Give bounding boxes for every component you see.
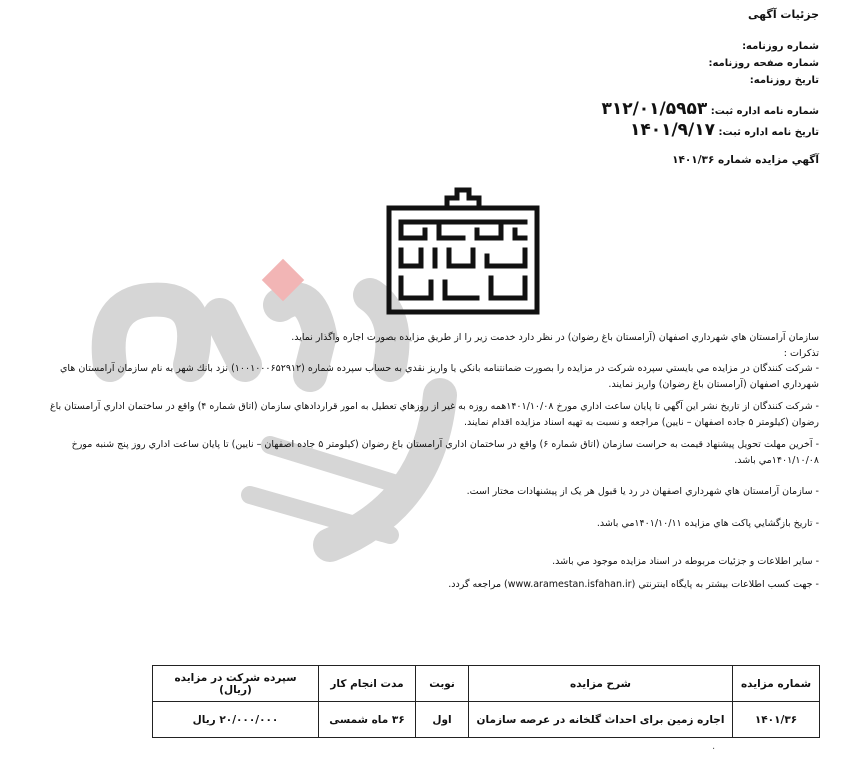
announcement-body xyxy=(29,330,819,592)
intro-paragraph: سازمان آرامستان هاي شهرداري اصفهان (آرامستان باغ رضوان) در نظر دارد خدمت زير را از طريق مزايده بصورت اجاره واگذار نمايد. xyxy=(291,332,819,343)
note-deadline: - آخرين مهلت تحويل پيشنهاد قيمت به حراست سازمان (اتاق شماره ۶) واقع در ساختمان اداري آرامستان باغ رضوان (كيلومتر ۵ جاده اصفهان – نايين) تا پايان ساعت اداري روز پنج شنبه مورخ ۱۴۰۱/۱۰/۰۸مي باشد. xyxy=(71,439,819,466)
page-title: جزئیات آگهی xyxy=(748,8,819,21)
footer-dot: · xyxy=(712,744,716,755)
header-duration: مدت انجام كار xyxy=(319,666,416,702)
newspaper-page-label: شماره صفحه روزنامه: xyxy=(708,58,819,69)
registration-info xyxy=(219,100,819,142)
auction-title: آگهي مزايده شماره ۱۴۰۱/۳۶ xyxy=(672,154,819,166)
letter-date-row xyxy=(219,121,819,142)
header-number: شماره مزايده xyxy=(733,666,820,702)
note-opening-date: - تاريخ بازگشايي پاكت هاي مزايده ۱۴۰۱/۱۰/۱۱مي باشد. xyxy=(596,517,819,529)
aramestan-logo xyxy=(385,186,541,317)
letter-number-label: شماره نامه اداره ثبت: xyxy=(710,106,819,117)
newspaper-number-label: شماره روزنامه: xyxy=(742,41,819,52)
header-deposit: سپرده شركت در مزايده (ريال) xyxy=(153,666,319,702)
letter-date-value: ۱۴۰۱/۹/۱۷ xyxy=(629,120,715,140)
table-row xyxy=(153,702,820,738)
letter-number-value: ۳۱۲/۰۱/۵۹۵۳ xyxy=(601,99,708,119)
cell-number: ۱۴۰۱/۳۶ xyxy=(733,702,820,738)
notes-heading: تذكرات : xyxy=(783,347,819,359)
note-details: - ساير اطلاعات و جزئيات مربوطه در اسناد مزايده موجود مي باشد. xyxy=(552,556,819,567)
cell-description: اجاره زمین برای احداث گلخانه در عرصه سازمان xyxy=(469,702,733,738)
note-deposit: - شركت كنندگان در مزايده مي بايستي سپرده شركت در مزايده را بصورت ضمانتنامه بانكي يا واريز نقدي به حساب سپرده شماره (۱۰۰۱۰۰۰۶۵۲۹۱۲) نزد بانك شهر به نام سازمان آرامستان هاي شهرداري اصفهان (آرامستان باغ رضوان) واريز نمايند. xyxy=(59,363,819,390)
cell-deposit: ۲۰/۰۰۰/۰۰۰ ريال xyxy=(153,702,319,738)
letter-number-row xyxy=(219,100,819,121)
cell-round: اول xyxy=(416,702,469,738)
table-header-row xyxy=(153,666,820,702)
newspaper-meta xyxy=(219,38,819,89)
auction-table xyxy=(152,665,820,738)
header-round: نوبت xyxy=(416,666,469,702)
note-website: - جهت كسب اطلاعات بيشتر به پايگاه اينترنتي (www.aramestan.isfahan.ir) مراجعه گردد. xyxy=(448,578,819,590)
letter-date-label: تاریخ نامه اداره ثبت: xyxy=(718,127,819,138)
newspaper-date-label: تاریخ روزنامه: xyxy=(749,75,819,86)
note-rights: - سازمان آرامستان هاي شهرداري اصفهان در رد يا قبول هر يک از پيشنهادات مختار است. xyxy=(466,486,819,497)
cell-duration: ۳۶ ماه شمسی xyxy=(319,702,416,738)
note-documents: - شركت كنندگان از تاريخ نشر اين آگهي تا پايان ساعت اداري مورخ ۱۴۰۱/۱۰/۰۸همه روزه به غير از روزهاي تعطيل به امور قراردادهاي سازمان (اتاق شماره ۴) واقع در ساختمان اداري آرامستان باغ رضوان (كيلومتر ۵ جاده اصفهان – نايين) مراجعه و نسبت به تهيه اسناد مزايده اقدام نمايند. xyxy=(49,401,819,428)
header-description: شرح مزايده xyxy=(469,666,733,702)
